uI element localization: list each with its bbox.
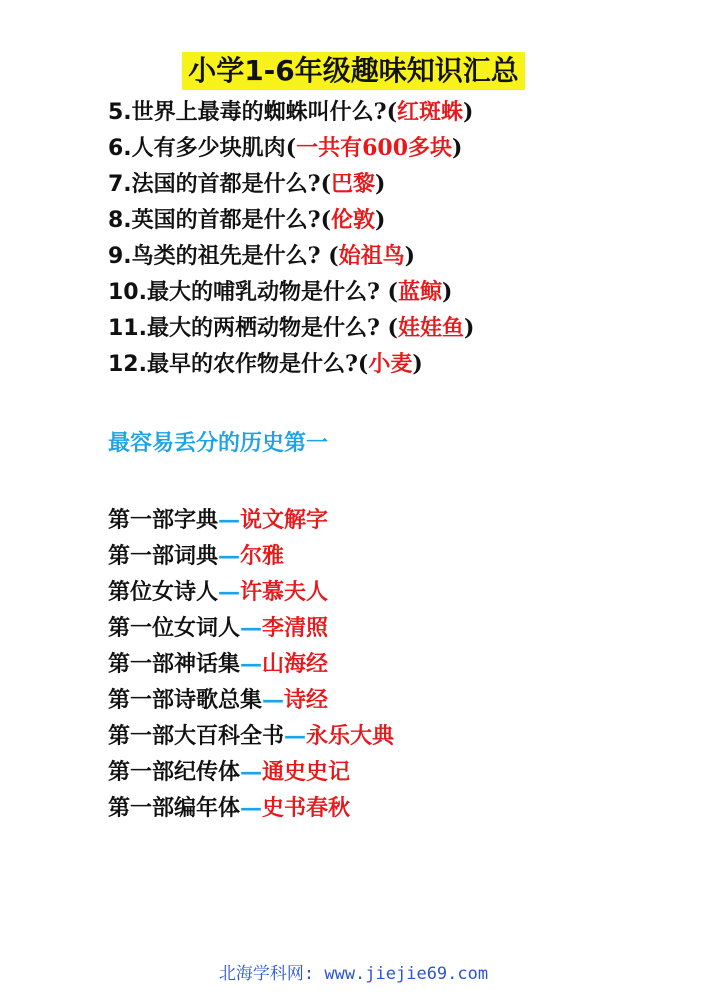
qa-item [108,94,698,130]
first-dash: — [240,759,263,785]
qa-paren-close: ) [441,279,453,305]
first-answer: 尔雅 [240,543,285,569]
qa-number: 9. [108,244,132,269]
qa-number: 12. [108,352,147,377]
qa-number: 6. [108,136,132,161]
first-label: 第一部词典 [108,543,219,569]
first-label: 第一部神话集 [108,651,241,677]
first-dash: — [262,687,285,713]
first-label: 第一位女词人 [108,615,241,641]
qa-item [108,310,698,346]
first-answer: 通史史记 [262,759,351,785]
history-firsts-list [108,502,698,826]
qa-number: 8. [108,208,132,233]
qa-paren-open: ( [387,279,398,305]
section-heading: 最容易丢分的历史第一 [108,430,329,456]
qa-paren-open: ( [328,243,339,269]
qa-answer: 始祖鸟 [338,243,405,269]
first-answer: 李清照 [262,615,329,641]
history-first-item [108,790,698,826]
qa-answer: 红斑蛛 [397,99,464,125]
qa-number: 5. [108,100,132,125]
first-dash: — [240,795,263,821]
first-answer: 史书春秋 [262,795,351,821]
first-dash: — [218,543,241,569]
first-dash: — [284,723,307,749]
qa-number: 7. [108,172,132,197]
qa-paren-open: ( [357,351,369,377]
qa-answer: 伦敦 [331,207,376,233]
qa-question: 最大的两栖动物是什么? [146,315,388,341]
qa-paren-open: ( [387,315,398,341]
qa-question: 世界上最毒的蜘蛛叫什么? [131,99,387,125]
qa-paren-close: ) [404,243,416,269]
first-dash: — [218,507,241,533]
qa-answer: 巴黎 [331,171,376,197]
qa-paren-open: ( [386,99,397,125]
qa-answer: 小麦 [368,351,413,377]
qa-question: 法国的首都是什么? [131,171,321,197]
first-label: 第一部大百科全书 [108,723,285,749]
history-first-item [108,502,698,538]
qa-paren-close: ) [412,351,423,377]
first-dash: — [240,615,263,641]
history-first-item [108,646,698,682]
qa-paren-close: ) [463,315,475,341]
qa-paren-open: ( [320,207,331,233]
qa-list [108,94,698,382]
footer-watermark: 北海学科网: www.jiejie69.com [218,964,489,984]
first-label: 第一部字典 [108,507,219,533]
qa-question: 人有多少块肌肉 [131,135,286,161]
qa-item [108,166,698,202]
first-dash: — [218,579,241,605]
qa-answer: 蓝鲸 [397,279,442,305]
first-answer: 诗经 [284,687,329,713]
qa-item [108,346,698,382]
qa-item [108,202,698,238]
first-answer: 山海经 [262,651,329,677]
qa-answer: 一共有600多块 [296,135,453,161]
qa-question: 英国的首都是什么? [131,207,321,233]
title-container [0,52,707,90]
qa-paren-open: ( [285,135,297,161]
qa-item [108,274,698,310]
qa-paren-close: ) [375,171,386,197]
qa-number: 11. [108,316,147,341]
first-answer: 许慕夫人 [240,579,329,605]
first-label: 第一部诗歌总集 [108,687,263,713]
page-title: 小学1-6年级趣味知识汇总 [182,52,525,90]
history-first-item [108,682,698,718]
qa-paren-open: ( [320,171,331,197]
qa-item [108,238,698,274]
first-label: 第一部编年体 [108,795,241,821]
qa-paren-close: ) [452,135,463,161]
qa-number: 10. [108,280,147,305]
history-first-item [108,574,698,610]
qa-paren-close: ) [463,99,474,125]
first-answer: 永乐大典 [306,723,395,749]
qa-paren-close: ) [375,207,386,233]
history-first-item [108,718,698,754]
history-first-item [108,538,698,574]
history-first-item [108,754,698,790]
first-label: 第一部纪传体 [108,759,241,785]
first-answer: 说文解字 [240,507,329,533]
qa-question: 最早的农作物是什么? [146,351,358,377]
qa-answer: 娃娃鱼 [397,315,464,341]
history-first-item [108,610,698,646]
qa-question: 鸟类的祖先是什么? [131,243,329,269]
qa-question: 最大的哺乳动物是什么? [146,279,388,305]
first-label: 第位女诗人 [108,579,219,605]
qa-item [108,130,698,166]
first-dash: — [240,651,263,677]
